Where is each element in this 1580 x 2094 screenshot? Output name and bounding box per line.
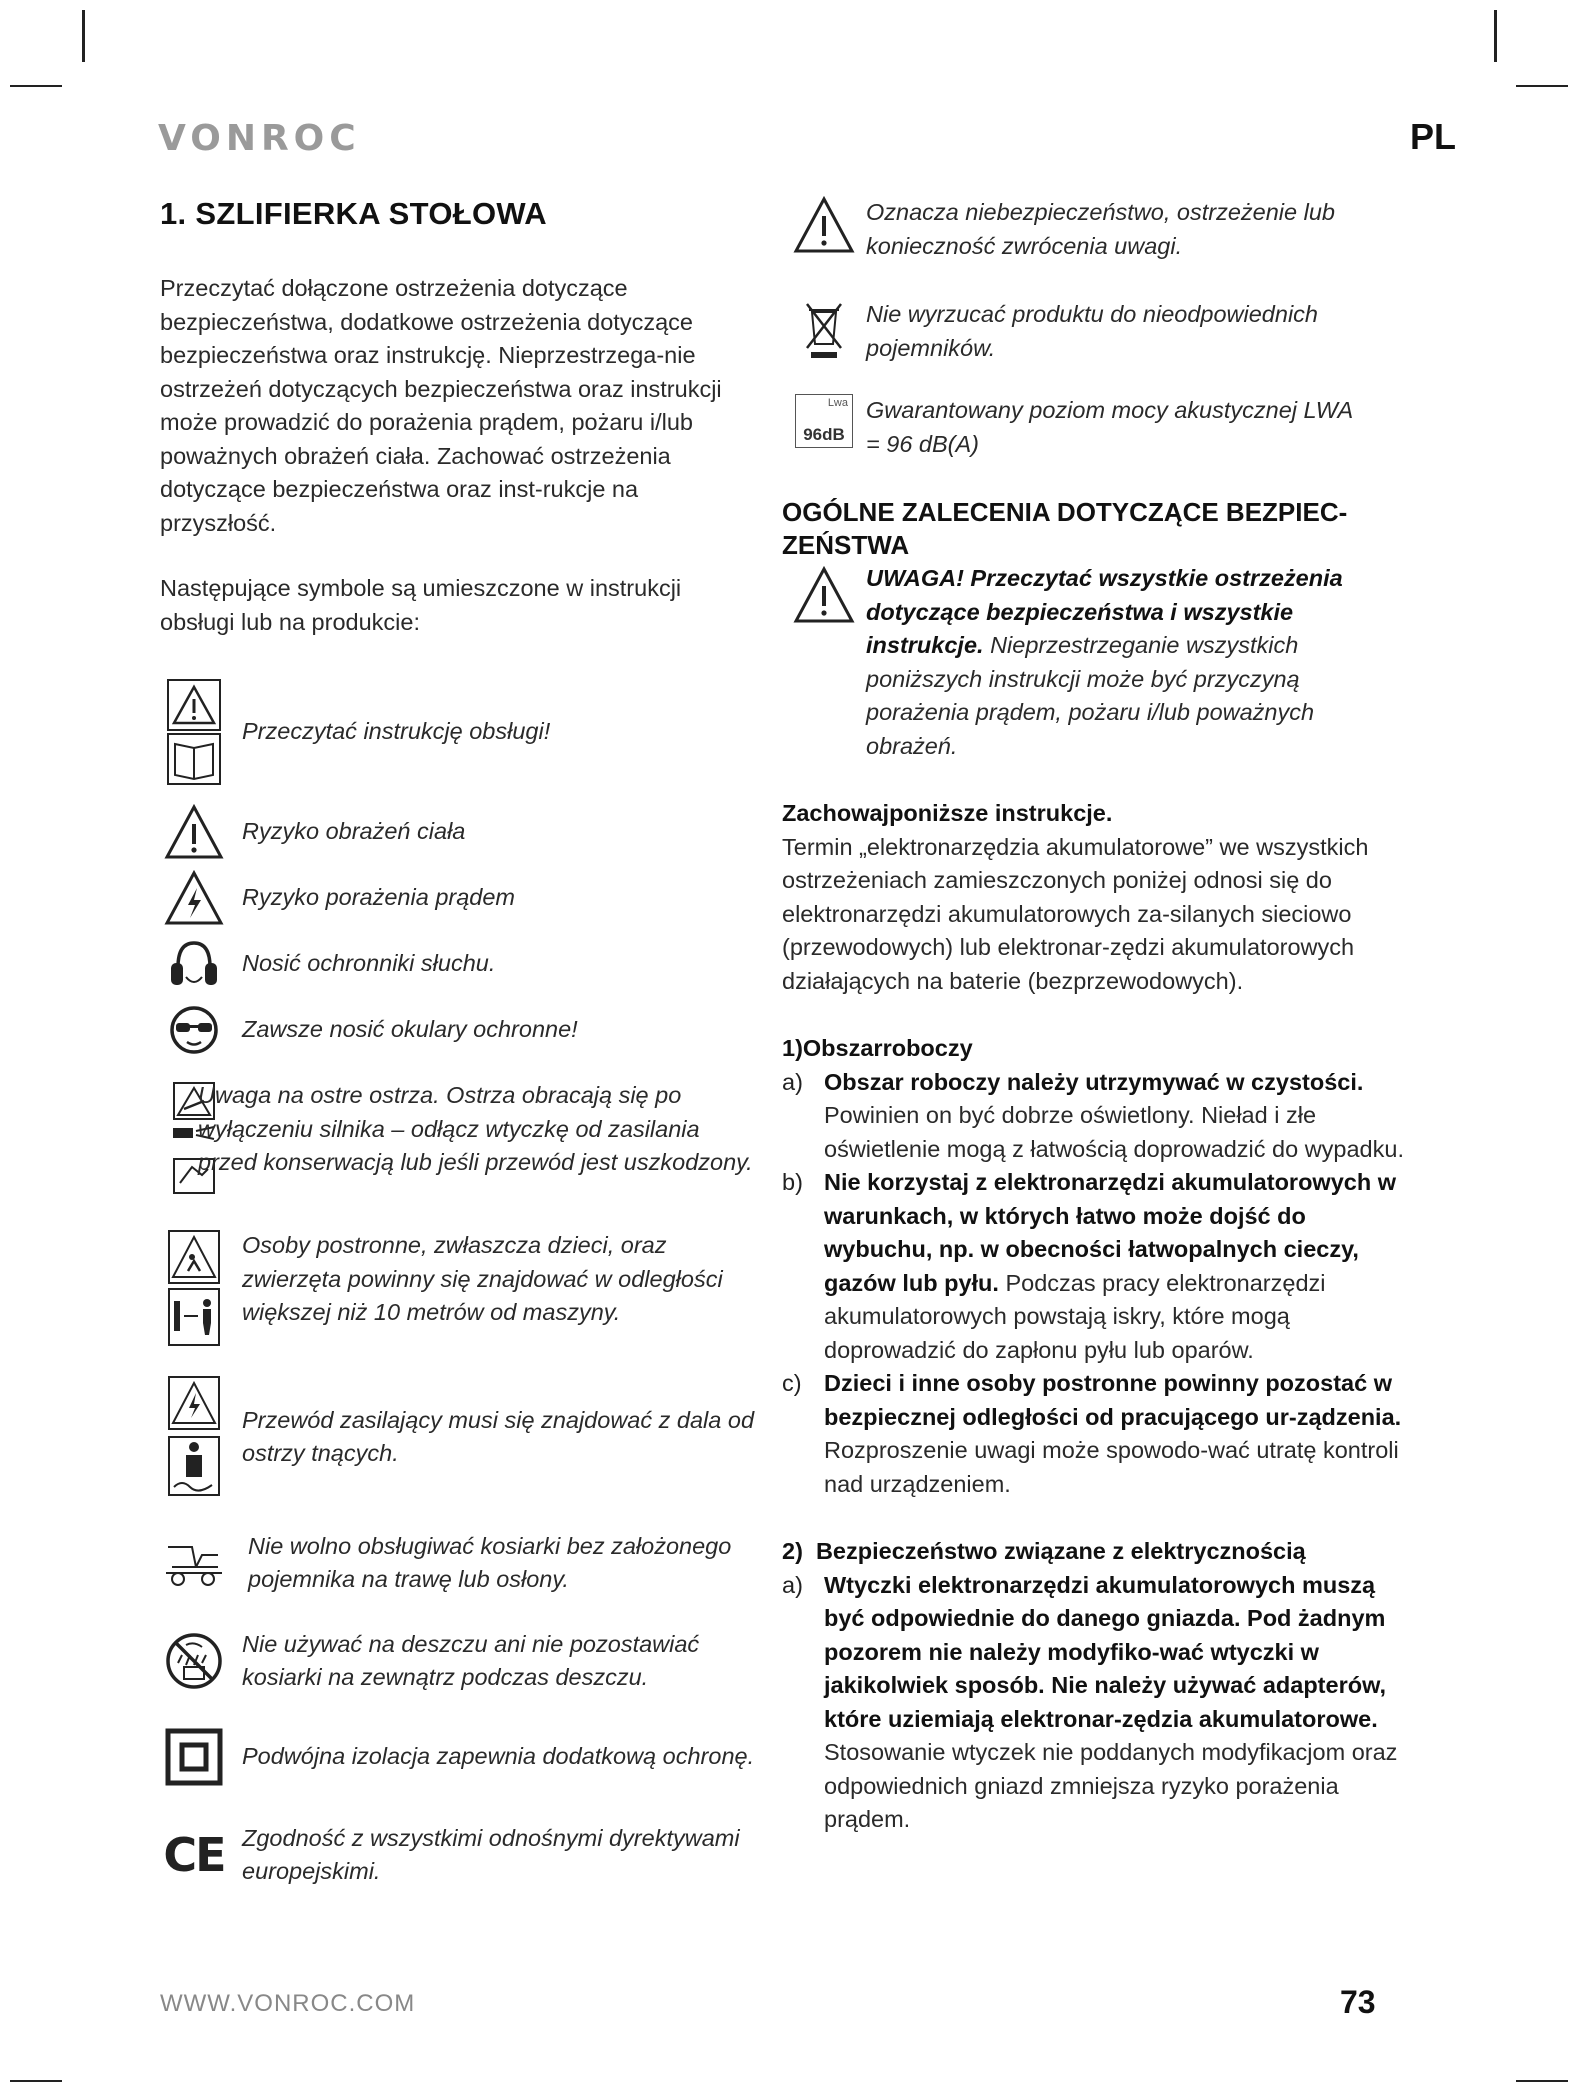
warning-icon	[782, 196, 866, 254]
symbol-row	[160, 1079, 760, 1199]
symbol-row	[160, 997, 760, 1063]
page-title: 1. SZLIFIERKA STOŁOWA	[160, 196, 547, 231]
sound-badge-label: Lwa	[827, 397, 848, 409]
symbol-row	[160, 679, 760, 785]
no-rain-icon	[160, 1631, 228, 1691]
left-column	[160, 196, 760, 1891]
crop-mark	[10, 2080, 62, 2082]
symbol-text: Przeczytać instrukcję obsługi!	[242, 718, 551, 745]
symbol-row	[160, 865, 760, 931]
symbol-text: Gwarantowany poziom mocy akustycznej LWA = 96 dB(A)	[866, 397, 1353, 457]
term-paragraph: Termin „elektronarzędzia akumulatorowe” we wszystkich ostrzeżeniach zamieszczonych poniżej odnosi się do elektronarzędzi akumulatorowych za-silanych sieciowo (przewodowych) lub elektronar-zędzi akumulatorowych działających na baterie (bezprzewodowych).	[782, 833, 1369, 994]
item-label: a)	[782, 1068, 803, 1095]
item-bold: Nie korzystaj z elektronarzędzi akumulatorowych w warunkach, w których łatwo może dojść do wybuchu, np. w obecności łatwopalnych cieczy, gazów lub pyłu.	[824, 1169, 1397, 1296]
symbol-row	[160, 1721, 760, 1793]
ear-protection-icon	[160, 937, 228, 991]
symbol-text: Ryzyko obrażeń ciała	[242, 818, 466, 845]
section1-title: 1)Obszarroboczy	[782, 1035, 973, 1061]
symbol-text: Nosić ochronniki słuchu.	[242, 950, 496, 977]
grass-bag-icon	[160, 1533, 228, 1593]
symbol-row	[160, 1625, 760, 1697]
weee-bin-icon	[782, 298, 866, 360]
symbol-row	[782, 394, 1422, 464]
symbol-text: Oznacza niebezpieczeństwo, ostrzeżenie lub konieczność zwrócenia uwagi.	[866, 199, 1335, 259]
keep-instructions-title: Zachowajponiższe instrukcje.	[782, 800, 1113, 826]
list-item	[782, 1569, 1422, 1837]
symbol-text: Uwaga na ostre ostrza. Ostrza obracają się po wyłączeniu silnika – odłącz wtyczkę od zasilania przed konserwacją lub jeśli przewód jest uszkodzony.	[198, 1082, 753, 1175]
crop-mark	[1516, 85, 1568, 87]
symbol-text: Nie wyrzucać produktu do nieodpowiednich pojemników.	[866, 301, 1318, 361]
crop-mark	[10, 85, 62, 87]
footer-url: WWW.VONROC.COM	[160, 1990, 416, 2017]
section2-title: 2) Bezpieczeństwo związane z elektrycznością	[782, 1538, 1306, 1564]
symbol-row	[160, 1819, 760, 1891]
item-text: Podczas pracy elektronarzędzi akumulatorowych powstają iskry, które mogą doprowadzić do zapłonu pyłu lub oparów.	[824, 1269, 1326, 1363]
sound-badge-value: 96dB	[803, 425, 845, 444]
safety-glasses-icon	[160, 1003, 228, 1057]
item-bold: Obszar roboczy należy utrzymywać w czystości.	[824, 1068, 1364, 1095]
intro-paragraph: Przeczytać dołączone ostrzeżenia dotyczące bezpieczeństwa, dodatkowe ostrzeżenia dotyczące bezpieczeństwa oraz instrukcję. Nieprzestrzega-nie ostrzeżeń dotyczących bezpieczeństwa oraz instrukcji może prowadzić do porażenia prądem, pożaru i/lub poważnych obrażeń ciała. Zachować ostrzeżenia dotyczące bezpieczeństwa oraz inst-rukcje na przyszłość.	[160, 275, 722, 536]
page-number: 73	[1340, 1984, 1376, 2020]
symbol-text: Osoby postronne, zwłaszcza dzieci, oraz zwierzęta powinny się znajdować w odległości większej niż 10 metrów od maszyny.	[242, 1232, 723, 1325]
warning-text: Nieprzestrzeganie wszystkich poniższych instrukcji może być przyczyną porażenia prądem, pożaru i/lub poważnych obrażeń.	[866, 632, 1315, 759]
symbol-text: Przewód zasilający musi się znajdować z dala od ostrzy tnących.	[242, 1406, 755, 1466]
list-item	[782, 1166, 1422, 1367]
crop-mark	[1516, 2080, 1568, 2082]
symbol-row	[160, 931, 760, 997]
read-manual-icon	[160, 679, 228, 785]
item-text: Powinien on być dobrze oświetlony. Nieład i złe oświetlenie mogą z łatwością doprowadzić do wypadku.	[824, 1102, 1404, 1162]
language-code: PL	[1410, 116, 1457, 157]
symbol-row	[160, 1229, 760, 1349]
crop-mark	[82, 10, 85, 62]
symbol-text: Ryzyko porażenia prądem	[242, 884, 515, 911]
general-warning	[782, 562, 1422, 763]
sound-power-icon	[782, 394, 866, 448]
item-label: b)	[782, 1169, 803, 1195]
ce-mark-icon: CE	[163, 1828, 225, 1882]
right-column	[782, 196, 1422, 1837]
double-insulation-icon	[160, 1728, 228, 1786]
item-label: c)	[782, 1370, 802, 1396]
warning-bold-text: UWAGA! Przeczytać wszystkie ostrzeżenia dotyczące bezpieczeństwa i wszystkie instrukcje.	[866, 565, 1343, 658]
cable-away-icon	[160, 1375, 228, 1499]
list-item	[782, 1367, 1422, 1501]
bystanders-distance-icon	[160, 1229, 228, 1349]
electric-shock-icon	[160, 870, 228, 926]
item-bold: Wtyczki elektronarzędzi akumulatorowych muszą być odpowiednie do danego gniazda. Pod żadnym pozorem nie należy modyfiko-wać wtyczki w jakikolwiek sposób. Nie należy używać adapterów, które uziemiają elektronar-zędzia akumulatorowe.	[824, 1571, 1387, 1732]
item-text: Stosowanie wtyczek nie poddanych modyfikacjom oraz odpowiednich gniazd zmniejsza ryzyko porażenia prądem.	[824, 1739, 1398, 1832]
brand-logo: VONROC	[158, 118, 361, 159]
symbol-row	[782, 298, 1422, 368]
symbol-text: Nie wolno obsługiwać kosiarki bez założonego pojemnika na trawę lub osłony.	[248, 1532, 732, 1592]
symbol-text: Nie używać na deszczu ani nie pozostawiać kosiarki na zewnątrz podczas deszczu.	[242, 1630, 700, 1690]
general-safety-title: OGÓLNE ZALECENIA DOTYCZĄCE BEZPIEC-ZEŃSTWA	[782, 497, 1348, 560]
symbol-row	[782, 196, 1422, 268]
injury-risk-icon	[160, 804, 228, 860]
symbol-text: Zawsze nosić okulary ochronne!	[242, 1016, 578, 1043]
item-text: Rozproszenie uwagi może spowodo-wać utratę kontroli nad urządzeniem.	[824, 1437, 1399, 1497]
item-bold: Dzieci i inne osoby postronne powinny pozostać w bezpiecznej odległości od pracującego ur-ządzenia.	[824, 1370, 1402, 1430]
symbol-row	[160, 1375, 760, 1499]
symbol-text: Zgodność z wszystkimi odnośnymi dyrektywami europejskimi.	[242, 1824, 740, 1884]
list-item	[782, 1066, 1422, 1167]
warning-icon	[782, 562, 866, 624]
symbol-text: Podwójna izolacja zapewnia dodatkową ochronę.	[242, 1743, 755, 1770]
symbol-row	[160, 799, 760, 865]
symbol-row	[160, 1523, 760, 1603]
item-label: a)	[782, 1571, 803, 1598]
crop-mark	[1494, 10, 1497, 62]
symbols-intro: Następujące symbole są umieszczone w instrukcji obsługi lub na produkcie:	[160, 575, 682, 635]
